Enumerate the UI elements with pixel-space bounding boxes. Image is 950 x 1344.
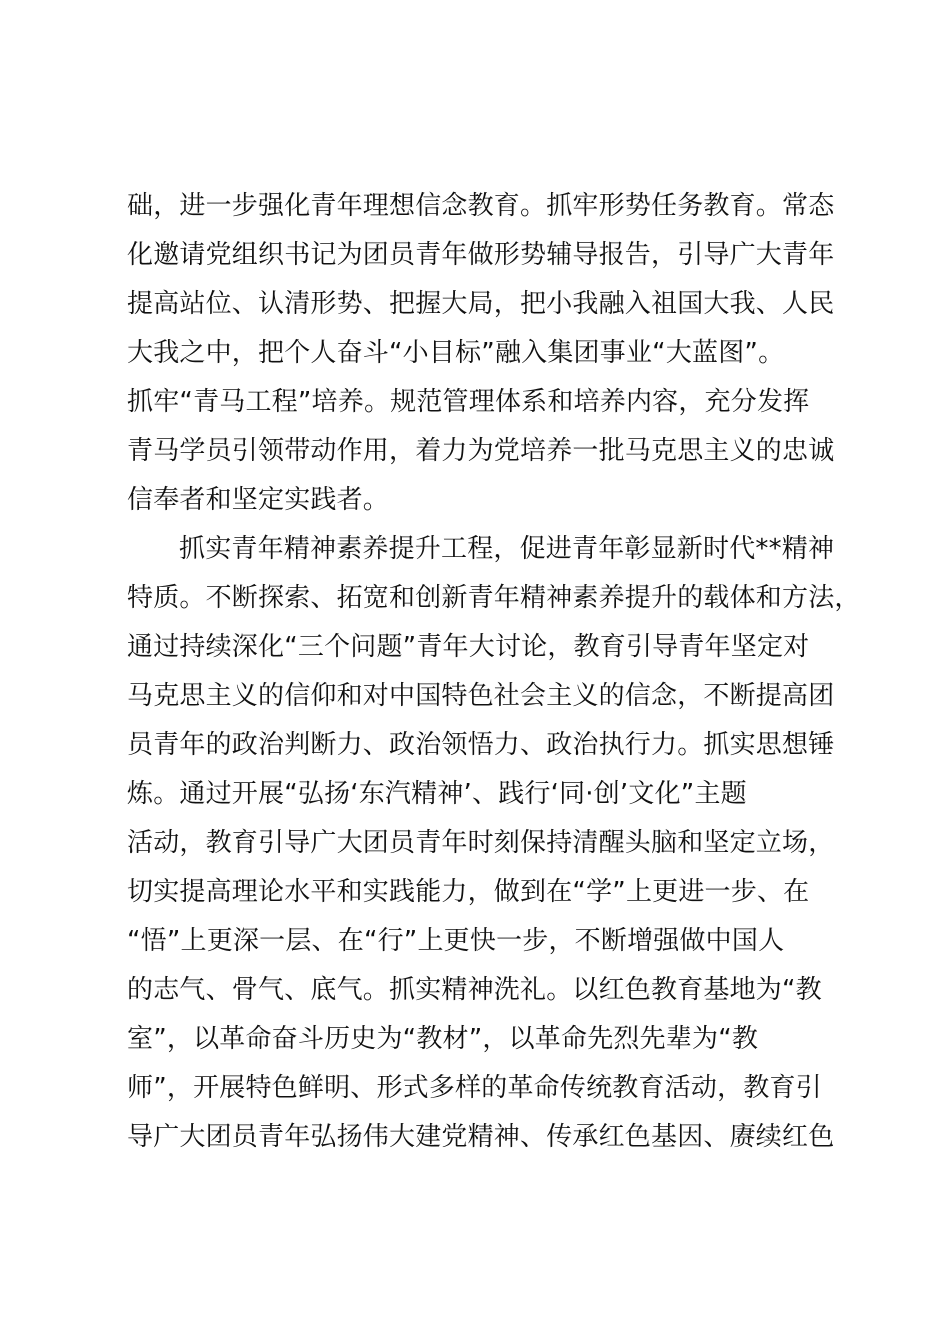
- text-line: 化邀请党组织书记为团员青年做形势辅导报告，引导广大青年: [127, 240, 835, 270]
- text-line: 室”，以革命奋斗历史为“教材”，以革命先烈先辈为“教: [127, 1024, 759, 1054]
- paragraph-1: [127, 182, 843, 525]
- text-line: 通过持续深化“三个问题”青年大讨论，教育引导青年坚定对: [127, 632, 810, 662]
- text-line: 特质。不断探索、拓宽和创新青年精神素养提升的载体和方法，: [127, 583, 861, 613]
- text-line: 导广大团员青年弘扬伟大建党精神、传承红色基因、赓续红色: [127, 1122, 835, 1152]
- text-line: 础，进一步强化青年理想信念教育。抓牢形势任务教育。常态: [127, 191, 835, 221]
- body-text: [127, 182, 861, 1162]
- paragraph-2: [127, 525, 861, 1162]
- text-line: 信奉者和坚定实践者。: [127, 485, 390, 515]
- text-line: 马克思主义的信仰和对中国特色社会主义的信念，不断提高团: [127, 681, 835, 711]
- text-line: 炼。通过开展“弘扬‘东汽精神’、践行‘同·创’文化”主题: [127, 779, 747, 809]
- text-line: 师”，开展特色鲜明、形式多样的革命传统教育活动，教育引: [127, 1073, 822, 1103]
- text-line: 的志气、骨气、底气。抓实精神洗礼。以红色教育基地为“教: [127, 975, 822, 1005]
- text-line: 活动，教育引导广大团员青年时刻保持清醒头脑和坚定立场，: [127, 828, 835, 858]
- text-line: 青马学员引领带动作用，着力为党培养一批马克思主义的忠诚: [127, 436, 835, 466]
- text-line: 员青年的政治判断力、政治领悟力、政治执行力。抓实思想锤: [127, 730, 835, 760]
- text-line: 抓实青年精神素养提升工程，促进青年彰显新时代**精神: [179, 534, 835, 564]
- text-line: 大我之中，把个人奋斗“小目标”融入集团事业“大蓝图”。: [127, 338, 785, 368]
- text-line: 提高站位、认清形势、把握大局，把小我融入祖国大我、人民: [127, 289, 835, 319]
- text-line: “悟”上更深一层、在“行”上更快一步，不断增强做中国人: [127, 926, 785, 956]
- text-line: 切实提高理论水平和实践能力，做到在“学”上更进一步、在: [127, 877, 810, 907]
- text-line: 抓牢“青马工程”培养。规范管理体系和培养内容，充分发挥: [127, 387, 810, 417]
